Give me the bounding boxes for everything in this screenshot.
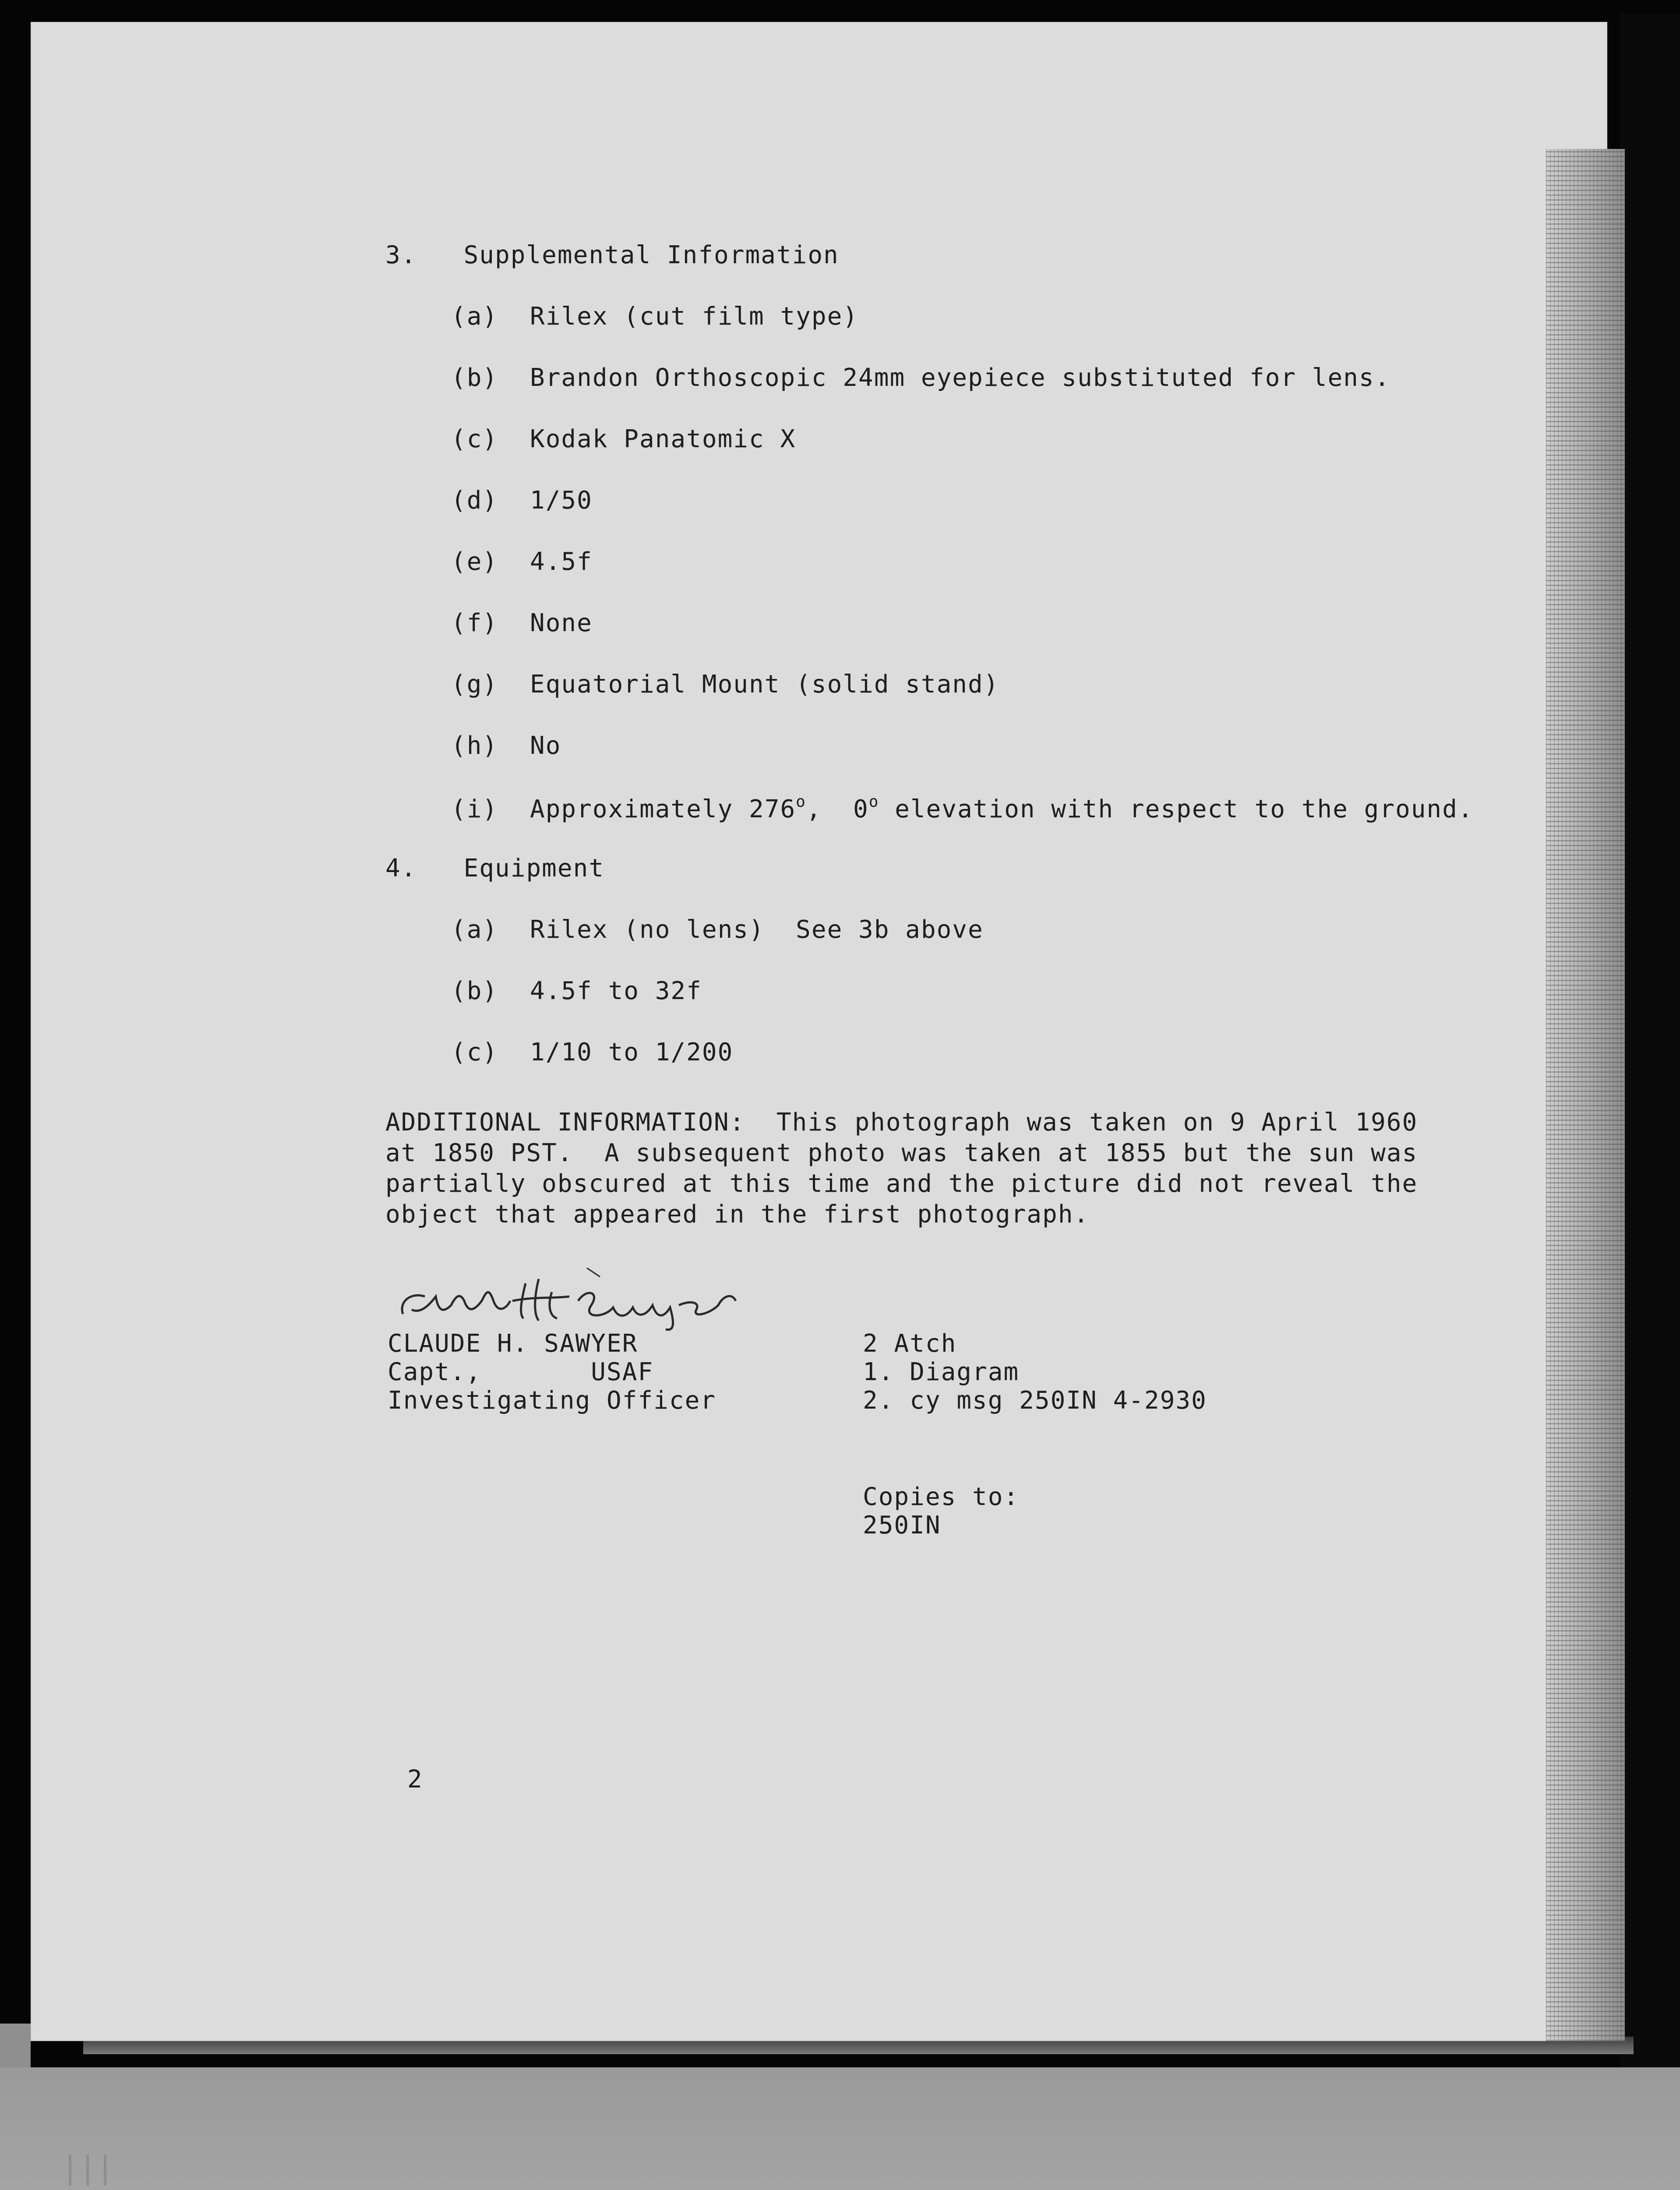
section-3-item-d bbox=[451, 486, 593, 515]
section-3-number: 3. bbox=[385, 241, 417, 269]
item-label: (f) bbox=[451, 609, 498, 637]
section-4-item-c bbox=[451, 1038, 733, 1067]
item-text: None bbox=[530, 609, 593, 637]
degree-symbol: o bbox=[868, 793, 879, 811]
section-3-item-g bbox=[451, 670, 999, 699]
item-text: 4.5f to 32f bbox=[530, 977, 702, 1005]
section-4-item-a bbox=[451, 915, 984, 944]
item-text: Approximately 276 bbox=[530, 795, 796, 823]
item-label: (c) bbox=[451, 1038, 498, 1067]
section-4-title: Equipment bbox=[463, 854, 605, 883]
item-label: (c) bbox=[451, 425, 498, 453]
item-text: Rilex (cut film type) bbox=[530, 302, 859, 331]
signer-name: CLAUDE H. SAWYER bbox=[388, 1329, 638, 1358]
item-label: (b) bbox=[451, 977, 498, 1005]
item-text: , 0 bbox=[806, 795, 869, 823]
item-label: (b) bbox=[451, 364, 498, 392]
attachment-item-1: 1. Diagram bbox=[863, 1358, 1020, 1386]
section-4-item-b bbox=[451, 977, 702, 1005]
section-3-title: Supplemental Information bbox=[463, 241, 839, 269]
item-label: (h) bbox=[451, 731, 498, 760]
attachment-item-2: 2. cy msg 250IN 4-2930 bbox=[863, 1386, 1207, 1415]
additional-info-line-4: object that appeared in the first photograph. bbox=[385, 1200, 1090, 1229]
copies-recipient: 250IN bbox=[863, 1511, 941, 1540]
copies-header: Copies to: bbox=[863, 1483, 1020, 1511]
item-text: 4.5f bbox=[530, 548, 593, 576]
section-4-number: 4. bbox=[385, 854, 417, 883]
item-text: Equatorial Mount (solid stand) bbox=[530, 670, 999, 699]
item-text: 1/10 to 1/200 bbox=[530, 1038, 734, 1067]
item-text: Brandon Orthoscopic 24mm eyepiece substituted for lens. bbox=[530, 364, 1391, 392]
lower-background bbox=[0, 2067, 1680, 2190]
section-3-item-b bbox=[451, 364, 1390, 392]
faint-handwriting-marks bbox=[53, 2137, 210, 2190]
section-3-heading bbox=[385, 241, 839, 269]
film-border-right bbox=[1620, 13, 1680, 2067]
page-number: 2 bbox=[407, 1765, 423, 1794]
item-text: Rilex (no lens) See 3b above bbox=[530, 915, 984, 944]
item-text: 1/50 bbox=[530, 486, 593, 515]
additional-info-line-2: at 1850 PST. A subsequent photo was taken at 1855 but the sun was bbox=[385, 1139, 1418, 1167]
additional-info-line-1: ADDITIONAL INFORMATION: This photograph was taken on 9 April 1960 bbox=[385, 1108, 1418, 1137]
section-3-item-f bbox=[451, 609, 593, 637]
attachments-header: 2 Atch bbox=[863, 1329, 957, 1358]
item-text: Kodak Panatomic X bbox=[530, 425, 796, 453]
section-3-item-a bbox=[451, 302, 858, 331]
item-text: No bbox=[530, 731, 561, 760]
signer-rank: Capt., USAF bbox=[388, 1358, 654, 1386]
sheet-edge-speckle bbox=[1546, 149, 1625, 2041]
section-3-item-h bbox=[451, 731, 561, 760]
item-label: (e) bbox=[451, 548, 498, 576]
section-4-heading bbox=[385, 854, 604, 883]
section-3-item-i bbox=[451, 793, 1474, 823]
additional-info-line-3: partially obscured at this time and the picture did not reveal the bbox=[385, 1169, 1418, 1198]
section-3-item-c bbox=[451, 425, 796, 453]
item-text: elevation with respect to the ground. bbox=[879, 795, 1474, 823]
item-label: (i) bbox=[451, 795, 498, 823]
item-label: (a) bbox=[451, 302, 498, 331]
section-3-item-e bbox=[451, 548, 593, 576]
item-label: (g) bbox=[451, 670, 498, 699]
degree-symbol: o bbox=[796, 793, 806, 811]
item-label: (a) bbox=[451, 915, 498, 944]
item-label: (d) bbox=[451, 486, 498, 515]
signer-title: Investigating Officer bbox=[388, 1386, 716, 1415]
handwritten-signature bbox=[394, 1266, 753, 1332]
